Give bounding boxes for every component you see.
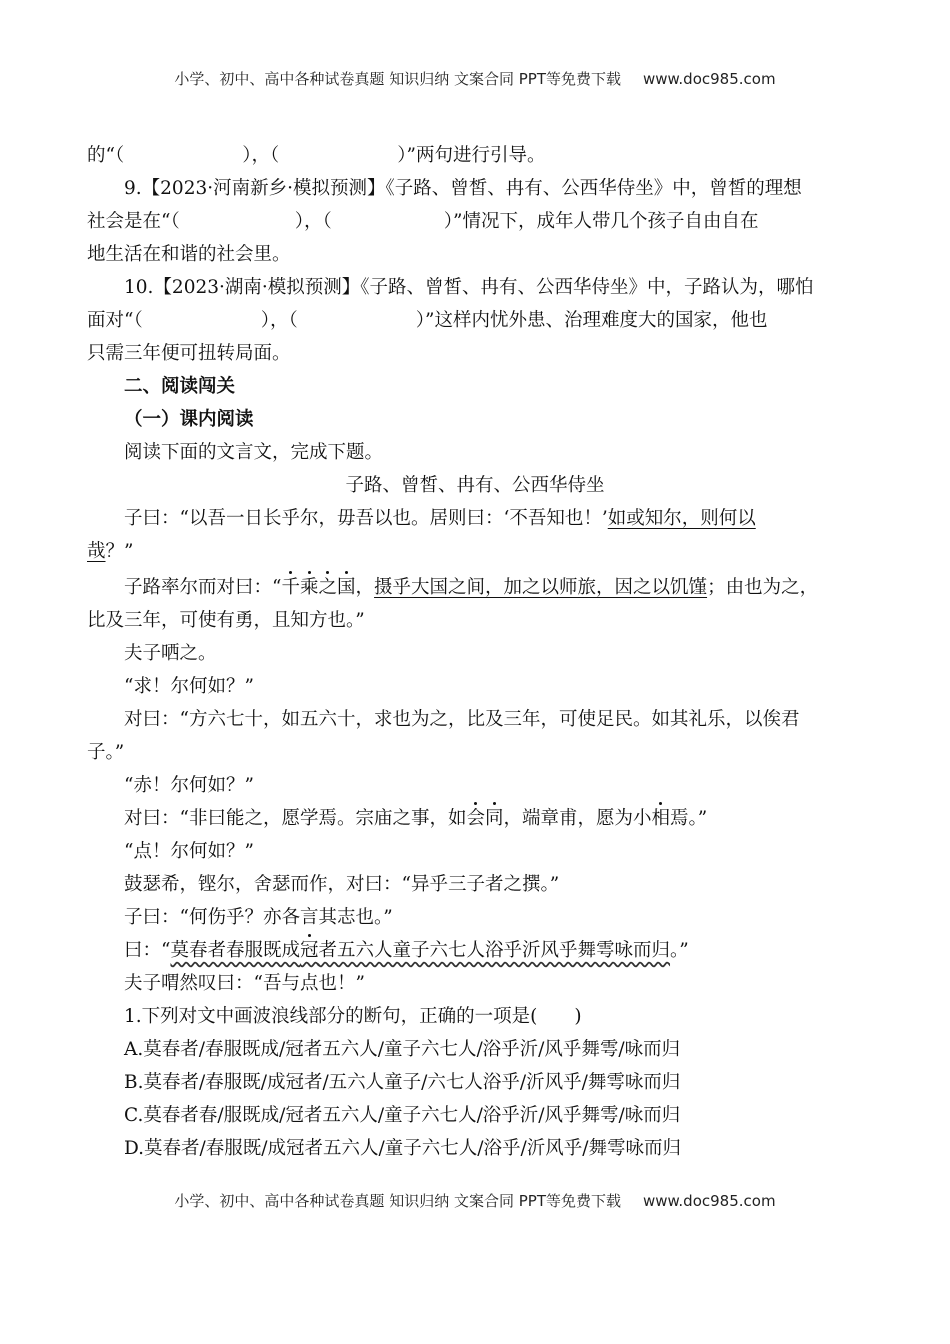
document-body	[87, 139, 863, 1165]
q9-line3: 地生活在和谐的社会里。	[87, 244, 291, 265]
q9-text-a: 社会是在“（	[87, 211, 180, 232]
q8-text-a: 的“（	[87, 145, 125, 166]
dotted-char: 同	[484, 808, 504, 829]
header-url[interactable]: www.doc985.com	[642, 70, 776, 88]
p7-text-a: 对曰：“非曰能之，愿学焉。宗庙之事，如	[124, 808, 467, 829]
q9-text-c: ）”情况下，成年人带几个孩子自由自在	[443, 211, 759, 232]
q8-text-c: ）”两句进行引导。	[397, 145, 546, 166]
option-a[interactable]: A.莫春者/春服既成/冠者五六人/童子六七人/浴乎沂/风乎舞雩/咏而归	[124, 1039, 681, 1060]
passage-p1	[87, 502, 863, 568]
header-text: 小学、初中、高中各种试卷真题 知识归纳 文案合同 PPT等免费下载	[174, 70, 621, 88]
q10-line1: 10.【2023·湖南·模拟预测】《子路、曾皙、冉有、公西华侍坐》中，子路认为，哪怕	[124, 277, 814, 298]
dotted-char: 之	[318, 577, 338, 598]
option-d[interactable]: D.莫春者/春服既/成冠者五六人/童子六七人/浴乎/沂风乎/舞雩咏而归	[124, 1138, 681, 1159]
p11-wavy-1: 莫春者春服既成	[170, 940, 300, 961]
p2-text-d: 比及三年，可使有勇，且知方也。”	[87, 610, 365, 631]
p1-underlined: 如或知尔，则何以	[607, 508, 756, 529]
passage-p10: 子曰：“何伤乎？亦各言其志也。”	[124, 907, 393, 928]
question-1-stem: 1.下列对文中画波浪线部分的断句，正确的一项是( )	[124, 1006, 582, 1027]
p7-text-c: 焉。”	[670, 808, 708, 829]
p5-text-a: 对曰：“方六七十，如五六十，求也为之，比及三年，可使足民。如其礼乐，以俟君	[124, 709, 800, 730]
passage-p4: “求！尔何如？”	[124, 676, 254, 697]
instruction: 阅读下面的文言文，完成下题。	[124, 442, 384, 463]
page-footer	[0, 1190, 950, 1211]
footer-url[interactable]: www.doc985.com	[642, 1192, 776, 1210]
p2-underlined: 摄乎大国之间，加之以师旅，因之以饥馑	[374, 577, 708, 598]
subsection-heading: （一）课内阅读	[124, 409, 254, 430]
passage-p12: 夫子喟然叹曰：“吾与点也！”	[124, 973, 365, 994]
p11-text-a: 曰：“	[124, 940, 171, 961]
p1-underlined-2: 哉	[87, 541, 106, 562]
passage-p6: “赤！尔何如？”	[124, 775, 254, 796]
q10-line2	[87, 304, 863, 337]
dotted-char: 冠	[299, 940, 319, 961]
p11-wavy-2: 者五六人童子六七人浴乎沂风乎舞雩咏而归	[318, 940, 671, 961]
p1-text: 子曰：“以吾一日长乎尔，毋吾以也。居则曰：‘不吾知也！’	[124, 508, 608, 529]
passage-p3: 夫子哂之。	[124, 643, 217, 664]
section-heading: 二、阅读闯关	[124, 376, 236, 397]
q9-line2	[87, 205, 863, 238]
passage-p7	[87, 802, 863, 835]
q9-text-b: ），（	[294, 211, 332, 232]
q10-text-b: ），（	[260, 310, 298, 331]
passage-p2	[87, 571, 863, 637]
dotted-char: 乘	[299, 577, 319, 598]
q10-text-a: 面对“（	[87, 310, 143, 331]
q10-line3: 只需三年便可扭转局面。	[87, 343, 291, 364]
dotted-char: 相	[651, 808, 671, 829]
option-c[interactable]: C.莫春者春/服既成/冠者五六人/童子六七人/浴乎沂/风乎舞雩/咏而归	[124, 1105, 681, 1126]
passage-p11	[87, 934, 863, 967]
dotted-char: 国	[337, 577, 356, 598]
p7-text-b: ，端章甫，愿为小	[503, 808, 652, 829]
passage-p9: 鼓瑟希，铿尔，舍瑟而作，对曰：“异乎三子者之撰。”	[124, 874, 560, 895]
passage-p8: “点！尔何如？”	[124, 841, 254, 862]
passage-p5	[87, 703, 863, 769]
q8-text-b: ），（	[242, 145, 280, 166]
p2-text-b: ，	[355, 577, 375, 598]
p11-text-b: 。”	[670, 940, 689, 961]
dotted-char: 千	[281, 577, 300, 598]
q9-line1: 9.【2023·河南新乡·模拟预测】《子路、曾皙、冉有、公西华侍坐》中，曾皙的理想	[124, 178, 802, 199]
p1-end: ？”	[105, 541, 134, 562]
p2-text-a: 子路率尔而对曰：“	[124, 577, 282, 598]
passage-title: 子路、曾皙、冉有、公西华侍坐	[345, 475, 605, 496]
q8-tail	[87, 139, 863, 172]
footer-text: 小学、初中、高中各种试卷真题 知识归纳 文案合同 PPT等免费下载	[174, 1192, 621, 1210]
q10-text-c: ）”这样内忧外患、治理难度大的国家，他也	[415, 310, 768, 331]
option-b[interactable]: B.莫春者/春服既/成冠者/五六人童子/六七人浴乎/沂风乎/舞雩咏而归	[124, 1072, 681, 1093]
p2-text-c: ；由也为之，	[707, 577, 819, 598]
dotted-char: 会	[466, 808, 485, 829]
p5-text-b: 子。”	[87, 742, 125, 763]
page-header	[0, 68, 950, 89]
